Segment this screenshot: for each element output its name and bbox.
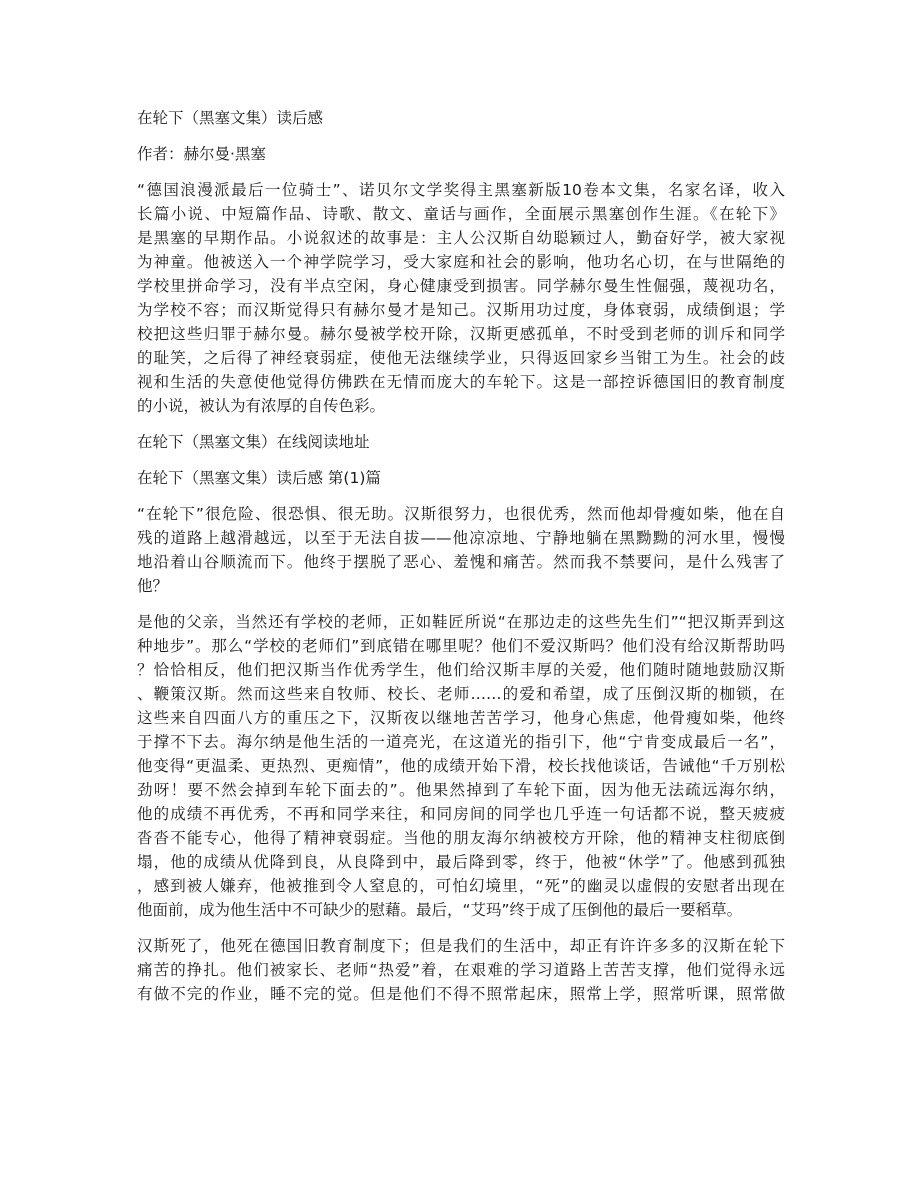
body-paragraph-1 <box>137 502 785 598</box>
document-page <box>137 106 785 1018</box>
online-reading-link[interactable]: 在轮下（黑塞文集）在线阅读地址 <box>137 433 370 451</box>
text-line: 视和生活的失意使他觉得仿佛跌在无情而庞大的车轮下。这是一部控诉德国旧的教育制度 <box>137 373 785 391</box>
body-paragraph-2 <box>137 610 785 922</box>
text-line: ？恰恰相反，他们把汉斯当作优秀学生，他们给汉斯丰厚的关爱，他们随时随地鼓励汉斯 <box>137 661 785 679</box>
text-line: 塌，他的成绩从优降到良，从良降到中，最后降到零，终于，他被“休学”了。他感到孤独 <box>137 853 785 871</box>
document-title: 在轮下（黑塞文集）读后感 <box>137 109 324 127</box>
text-line: 地沿着山谷顺流而下。他终于摆脱了恶心、羞愧和痛苦。然而我不禁要问，是什么残害了 <box>137 553 785 571</box>
text-line: 有做不完的作业，睡不完的觉。但是他们不得不照常起床，照常上学，照常听课，照常做 <box>137 985 785 1003</box>
text-line: 的耻笑，之后得了神经衰弱症，使他无法继续学业，只得返回家乡当钳工为生。社会的歧 <box>137 349 785 367</box>
text-line: 他？ <box>137 577 169 595</box>
text-line: 学校里拼命学习，没有半点空闲，身心健康受到损害。同学赫尔曼生性倔强，蔑视功名， <box>137 277 785 295</box>
intro-paragraph <box>137 178 785 418</box>
text-line: 残的道路上越滑越远，以至于无法自拔——他凉凉地、宁静地躺在黑黝黝的河水里，慢慢 <box>137 529 785 547</box>
author-line: 作者：赫尔曼·黑塞 <box>137 145 266 163</box>
text-line: 是黑塞的早期作品。小说叙述的故事是：主人公汉斯自幼聪颖过人，勤奋好学，被大家视 <box>137 229 785 247</box>
text-line: 他面前，成为他生活中不可缺少的慰藉。最后，“艾玛”终于成了压倒他的最后一要稻草。 <box>137 901 743 919</box>
text-line: 的小说，被认为有浓厚的自传色彩。 <box>137 397 386 415</box>
text-line: 劲呀！要不然会掉到车轮下面去的”。他果然掉到了车轮下面，因为他无法疏远海尔纳， <box>137 781 785 799</box>
text-line: 、鞭策汉斯。然而这些来自牧师、校长、老师……的爱和希望，成了压倒汉斯的枷锁，在 <box>137 685 785 703</box>
text-line: 他变得“更温柔、更热烈、更痴情”，他的成绩开始下滑，校长找他谈话，告诫他“千万别松 <box>137 757 785 775</box>
text-line: 是他的父亲，当然还有学校的老师，正如鞋匠所说“在那边走的这些先生们”“把汉斯弄到这 <box>137 613 785 631</box>
text-line: 种地步”。那么“学校的老师们”到底错在哪里呢？他们不爱汉斯吗？他们没有给汉斯帮助吗 <box>137 637 785 655</box>
body-paragraph-3 <box>137 934 785 1006</box>
text-line: 为神童。他被送入一个神学院学习，受大家庭和社会的影响，他功名心切，在与世隔绝的 <box>137 253 785 271</box>
text-line: 校把这些归罪于赫尔曼。赫尔曼被学校开除，汉斯更感孤单，不时受到老师的训斥和同学 <box>137 325 785 343</box>
text-line: 汉斯死了，他死在德国旧教育制度下；但是我们的生活中，却正有许许多多的汉斯在轮下 <box>137 937 785 955</box>
text-line: 这些来自四面八方的重压之下，汉斯夜以继地苦苦学习，他身心焦虑，他骨瘦如柴，他终 <box>137 709 785 727</box>
text-line: “德国浪漫派最后一位骑士”、诺贝尔文学奖得主黑塞新版10卷本文集，名家名译，收入 <box>137 181 785 199</box>
text-line: 于撑不下去。海尔纳是他生活的一道亮光，在这道光的指引下，他“宁肯变成最后一名”， <box>137 733 785 751</box>
text-line: 长篇小说、中短篇作品、诗歌、散文、童话与画作，全面展示黑塞创作生涯。《在轮下》 <box>137 205 785 223</box>
text-line: ，感到被人嫌弃，他被推到令人窒息的，可怕幻境里，“死”的幽灵以虚假的安慰者出现在 <box>137 877 785 895</box>
text-line: “在轮下”很危险、很恐惧、很无助。汉斯很努力，也很优秀，然而他却骨瘦如柴，他在自 <box>137 505 785 523</box>
text-line: 痛苦的挣扎。他们被家长、老师“热爱”着，在艰难的学习道路上苦苦支撑，他们觉得永远 <box>137 961 785 979</box>
text-line: 为学校不容；而汉斯觉得只有赫尔曼才是知己。汉斯用功过度，身体衰弱，成绩倒退；学 <box>137 301 785 319</box>
text-line: 沓沓不能专心，他得了精神衰弱症。当他的朋友海尔纳被校方开除，他的精神支柱彻底倒 <box>137 829 785 847</box>
section-heading: 在轮下（黑塞文集）读后感 第(1)篇 <box>137 469 381 487</box>
text-line: 他的成绩不再优秀，不再和同学来往，和同房间的同学也几乎连一句话都不说，整天疲疲 <box>137 805 785 823</box>
